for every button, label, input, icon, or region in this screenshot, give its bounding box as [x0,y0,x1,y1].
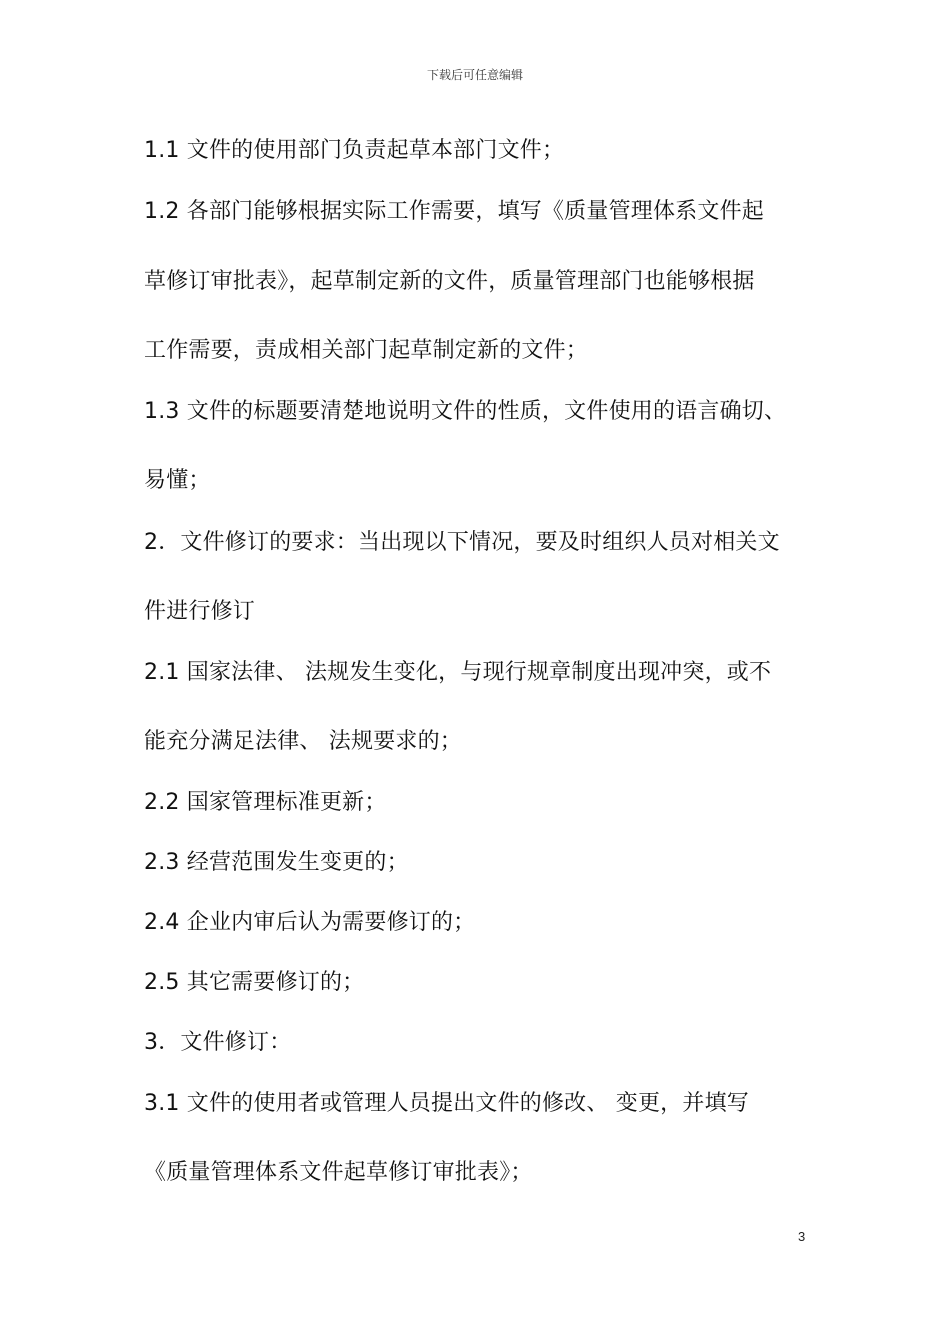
text-line: 件进行修订 [144,599,256,624]
text-line: 《质量管理体系文件起草修订审批表》； [144,1160,533,1185]
page-number: 3 [798,1229,806,1244]
text-line: 2.1 国家法律、 法规发生变化，与现行规章制度出现冲突，或不 [144,660,772,685]
text-line: 2.5 其它需要修订的； [144,970,365,995]
text-line: 1.1 文件的使用部门负责起草本部门文件； [144,138,565,163]
text-line: 3.1 文件的使用者或管理人员提出文件的修改、 变更，并填写 [144,1091,749,1116]
text-line: 草修订审批表》，起草制定新的文件，质量管理部门也能够根据 [144,269,755,294]
text-line: 2．文件修订的要求：当出现以下情况，要及时组织人员对相关文 [144,530,780,555]
text-line: 2.3 经营范围发生变更的； [144,850,409,875]
text-line: 3．文件修订： [144,1030,292,1055]
text-line: 1.2 各部门能够根据实际工作需要，填写《质量管理体系文件起 [144,199,764,224]
text-line: 工作需要，责成相关部门起草制定新的文件； [144,338,589,363]
text-line: 2.4 企业内审后认为需要修订的； [144,910,476,935]
text-line: 1.3 文件的标题要清楚地说明文件的性质，文件使用的语言确切、 [144,399,787,424]
text-line: 易懂； [144,468,211,493]
page-header: 下载后可任意编辑 [426,68,523,82]
text-line: 2.2 国家管理标准更新； [144,790,387,815]
text-line: 能充分满足法律、 法规要求的； [144,729,462,754]
